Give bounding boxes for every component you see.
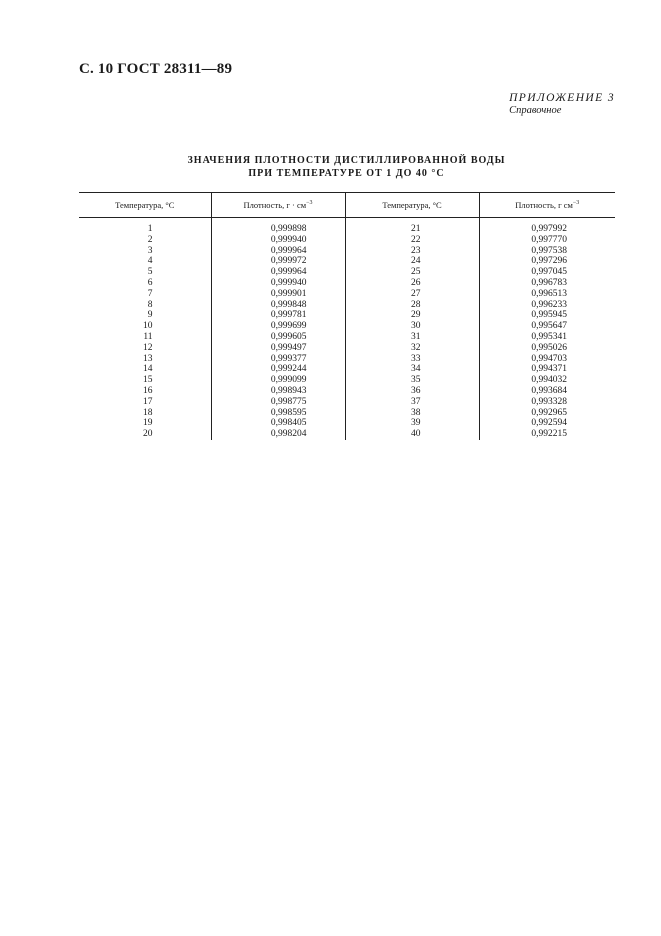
density-cell: 0,996233 [531, 299, 567, 310]
table-row [79, 332, 615, 343]
temperature-cell: 7 [79, 289, 211, 300]
temperature-cell: 8 [79, 300, 211, 311]
density-cell: 0,999940 [211, 235, 345, 246]
temperature-cell: 27 [345, 289, 479, 300]
density-cell: 0,999244 [211, 364, 345, 375]
density-cell: 0,998405 [211, 418, 345, 429]
table-row [79, 364, 615, 375]
temperature-cell: 12 [79, 343, 211, 354]
table-row [79, 321, 615, 332]
density-cell: 0,996783 [531, 277, 567, 288]
density-cell: 0,997538 [531, 245, 567, 256]
table-row [79, 289, 615, 300]
temperature-cell: 31 [345, 332, 479, 343]
table-row [79, 235, 615, 246]
table-body [79, 218, 615, 440]
density-cell: 0,995341 [531, 331, 567, 342]
density-cell: 0,995945 [531, 310, 567, 321]
header-temperature-2: Температура, °С [345, 193, 479, 218]
header-density-1-exponent: −3 [306, 200, 313, 207]
temperature-cell: 16 [79, 386, 211, 397]
header-density-2-exponent: −3 [572, 200, 580, 207]
table-title-line-1: ЗНАЧЕНИЯ ПЛОТНОСТИ ДИСТИЛЛИРОВАННОЙ ВОДЫ [187, 155, 506, 166]
temperature-cell: 37 [345, 397, 479, 408]
table-row [79, 397, 615, 408]
temperature-cell: 18 [79, 408, 211, 419]
table-row [79, 408, 615, 419]
table-row [79, 310, 615, 321]
density-cell: 0,994703 [531, 353, 567, 364]
temperature-cell: 1 [79, 218, 211, 235]
temperature-cell: 17 [79, 397, 211, 408]
density-cell: 0,998943 [211, 386, 345, 397]
density-cell: 0,994371 [531, 364, 567, 375]
density-cell: 0,999699 [211, 321, 345, 332]
page-header: С. 10 ГОСТ 28311—89 [79, 61, 233, 77]
temperature-cell: 39 [345, 418, 479, 429]
temperature-cell: 25 [345, 267, 479, 278]
temperature-cell: 35 [345, 375, 479, 386]
temperature-cell: 5 [79, 267, 211, 278]
temperature-cell: 36 [345, 386, 479, 397]
appendix-block [509, 92, 615, 116]
table-row [79, 278, 615, 289]
table-row [79, 386, 615, 397]
density-cell: 0,994032 [531, 375, 567, 386]
temperature-cell: 23 [345, 246, 479, 257]
table-row [79, 343, 615, 354]
density-cell: 0,992215 [531, 429, 567, 440]
table-row [79, 418, 615, 429]
density-cell: 0,999964 [211, 246, 345, 257]
density-cell: 0,992965 [531, 407, 567, 418]
temperature-cell: 11 [79, 332, 211, 343]
density-cell: 0,999901 [211, 289, 345, 300]
density-cell: 0,999972 [211, 256, 345, 267]
temperature-cell: 3 [79, 246, 211, 257]
temperature-cell: 9 [79, 310, 211, 321]
temperature-cell: 22 [345, 235, 479, 246]
density-cell: 0,999898 [211, 218, 345, 235]
temperature-cell: 10 [79, 321, 211, 332]
temperature-cell: 30 [345, 321, 479, 332]
table-row [79, 300, 615, 311]
temperature-cell: 2 [79, 235, 211, 246]
density-cell: 0,998204 [211, 429, 345, 440]
temperature-cell: 33 [345, 354, 479, 365]
density-cell: 0,999605 [211, 332, 345, 343]
temperature-cell: 24 [345, 256, 479, 267]
density-cell: 0,999940 [211, 278, 345, 289]
appendix-subtitle: Справочное [509, 105, 562, 116]
density-cell: 0,999377 [211, 354, 345, 365]
temperature-cell: 19 [79, 418, 211, 429]
temperature-cell: 34 [345, 364, 479, 375]
density-cell: 0,993684 [531, 385, 567, 396]
table-header-row [79, 193, 615, 218]
appendix-title: ПРИЛОЖЕНИЕ 3 [509, 92, 615, 104]
temperature-cell: 14 [79, 364, 211, 375]
table-row [79, 246, 615, 257]
density-cell: 0,995647 [531, 321, 567, 332]
density-cell: 0,997045 [531, 267, 567, 278]
density-cell: 0,997770 [531, 234, 567, 245]
density-cell: 0,992594 [531, 418, 567, 429]
table-row [79, 375, 615, 386]
table-row [79, 256, 615, 267]
density-table [79, 192, 615, 440]
temperature-cell: 20 [79, 429, 211, 440]
header-density-1: Плотность, $г \cdot см^{-3}$ [211, 193, 345, 218]
header-density-2: Плотность, г $см^{-3}$ [479, 193, 615, 218]
density-cell: 0,999964 [211, 267, 345, 278]
density-cell: 0,993328 [531, 396, 567, 407]
temperature-cell: 29 [345, 310, 479, 321]
temperature-cell: 26 [345, 278, 479, 289]
header-temperature-1: Температура, °С [79, 193, 211, 218]
temperature-cell: 6 [79, 278, 211, 289]
temperature-cell: 4 [79, 256, 211, 267]
density-cell: 0,998595 [211, 408, 345, 419]
temperature-cell: 28 [345, 300, 479, 311]
density-cell: 0,996513 [531, 288, 567, 299]
density-cell: 0,999497 [211, 343, 345, 354]
density-cell: 0,998775 [211, 397, 345, 408]
density-cell: 0,997992 [531, 224, 567, 234]
density-cell: 0,999099 [211, 375, 345, 386]
table-title-line-2: ПРИ ТЕМПЕРАТУРЕ ОТ 1 ДО 40 °С [248, 168, 445, 179]
temperature-cell: 38 [345, 408, 479, 419]
table-row [79, 354, 615, 365]
density-cell: 0,999781 [211, 310, 345, 321]
temperature-cell: 40 [345, 429, 479, 440]
table-row [79, 267, 615, 278]
temperature-cell: 13 [79, 354, 211, 365]
table-row [79, 429, 615, 440]
temperature-cell: 32 [345, 343, 479, 354]
table-row [79, 218, 615, 235]
density-cell: 0,999848 [211, 300, 345, 311]
temperature-cell: 15 [79, 375, 211, 386]
density-cell: 0,997296 [531, 256, 567, 267]
temperature-cell: 21 [345, 218, 479, 235]
table-title [79, 154, 614, 180]
density-cell: 0,995026 [531, 342, 567, 353]
